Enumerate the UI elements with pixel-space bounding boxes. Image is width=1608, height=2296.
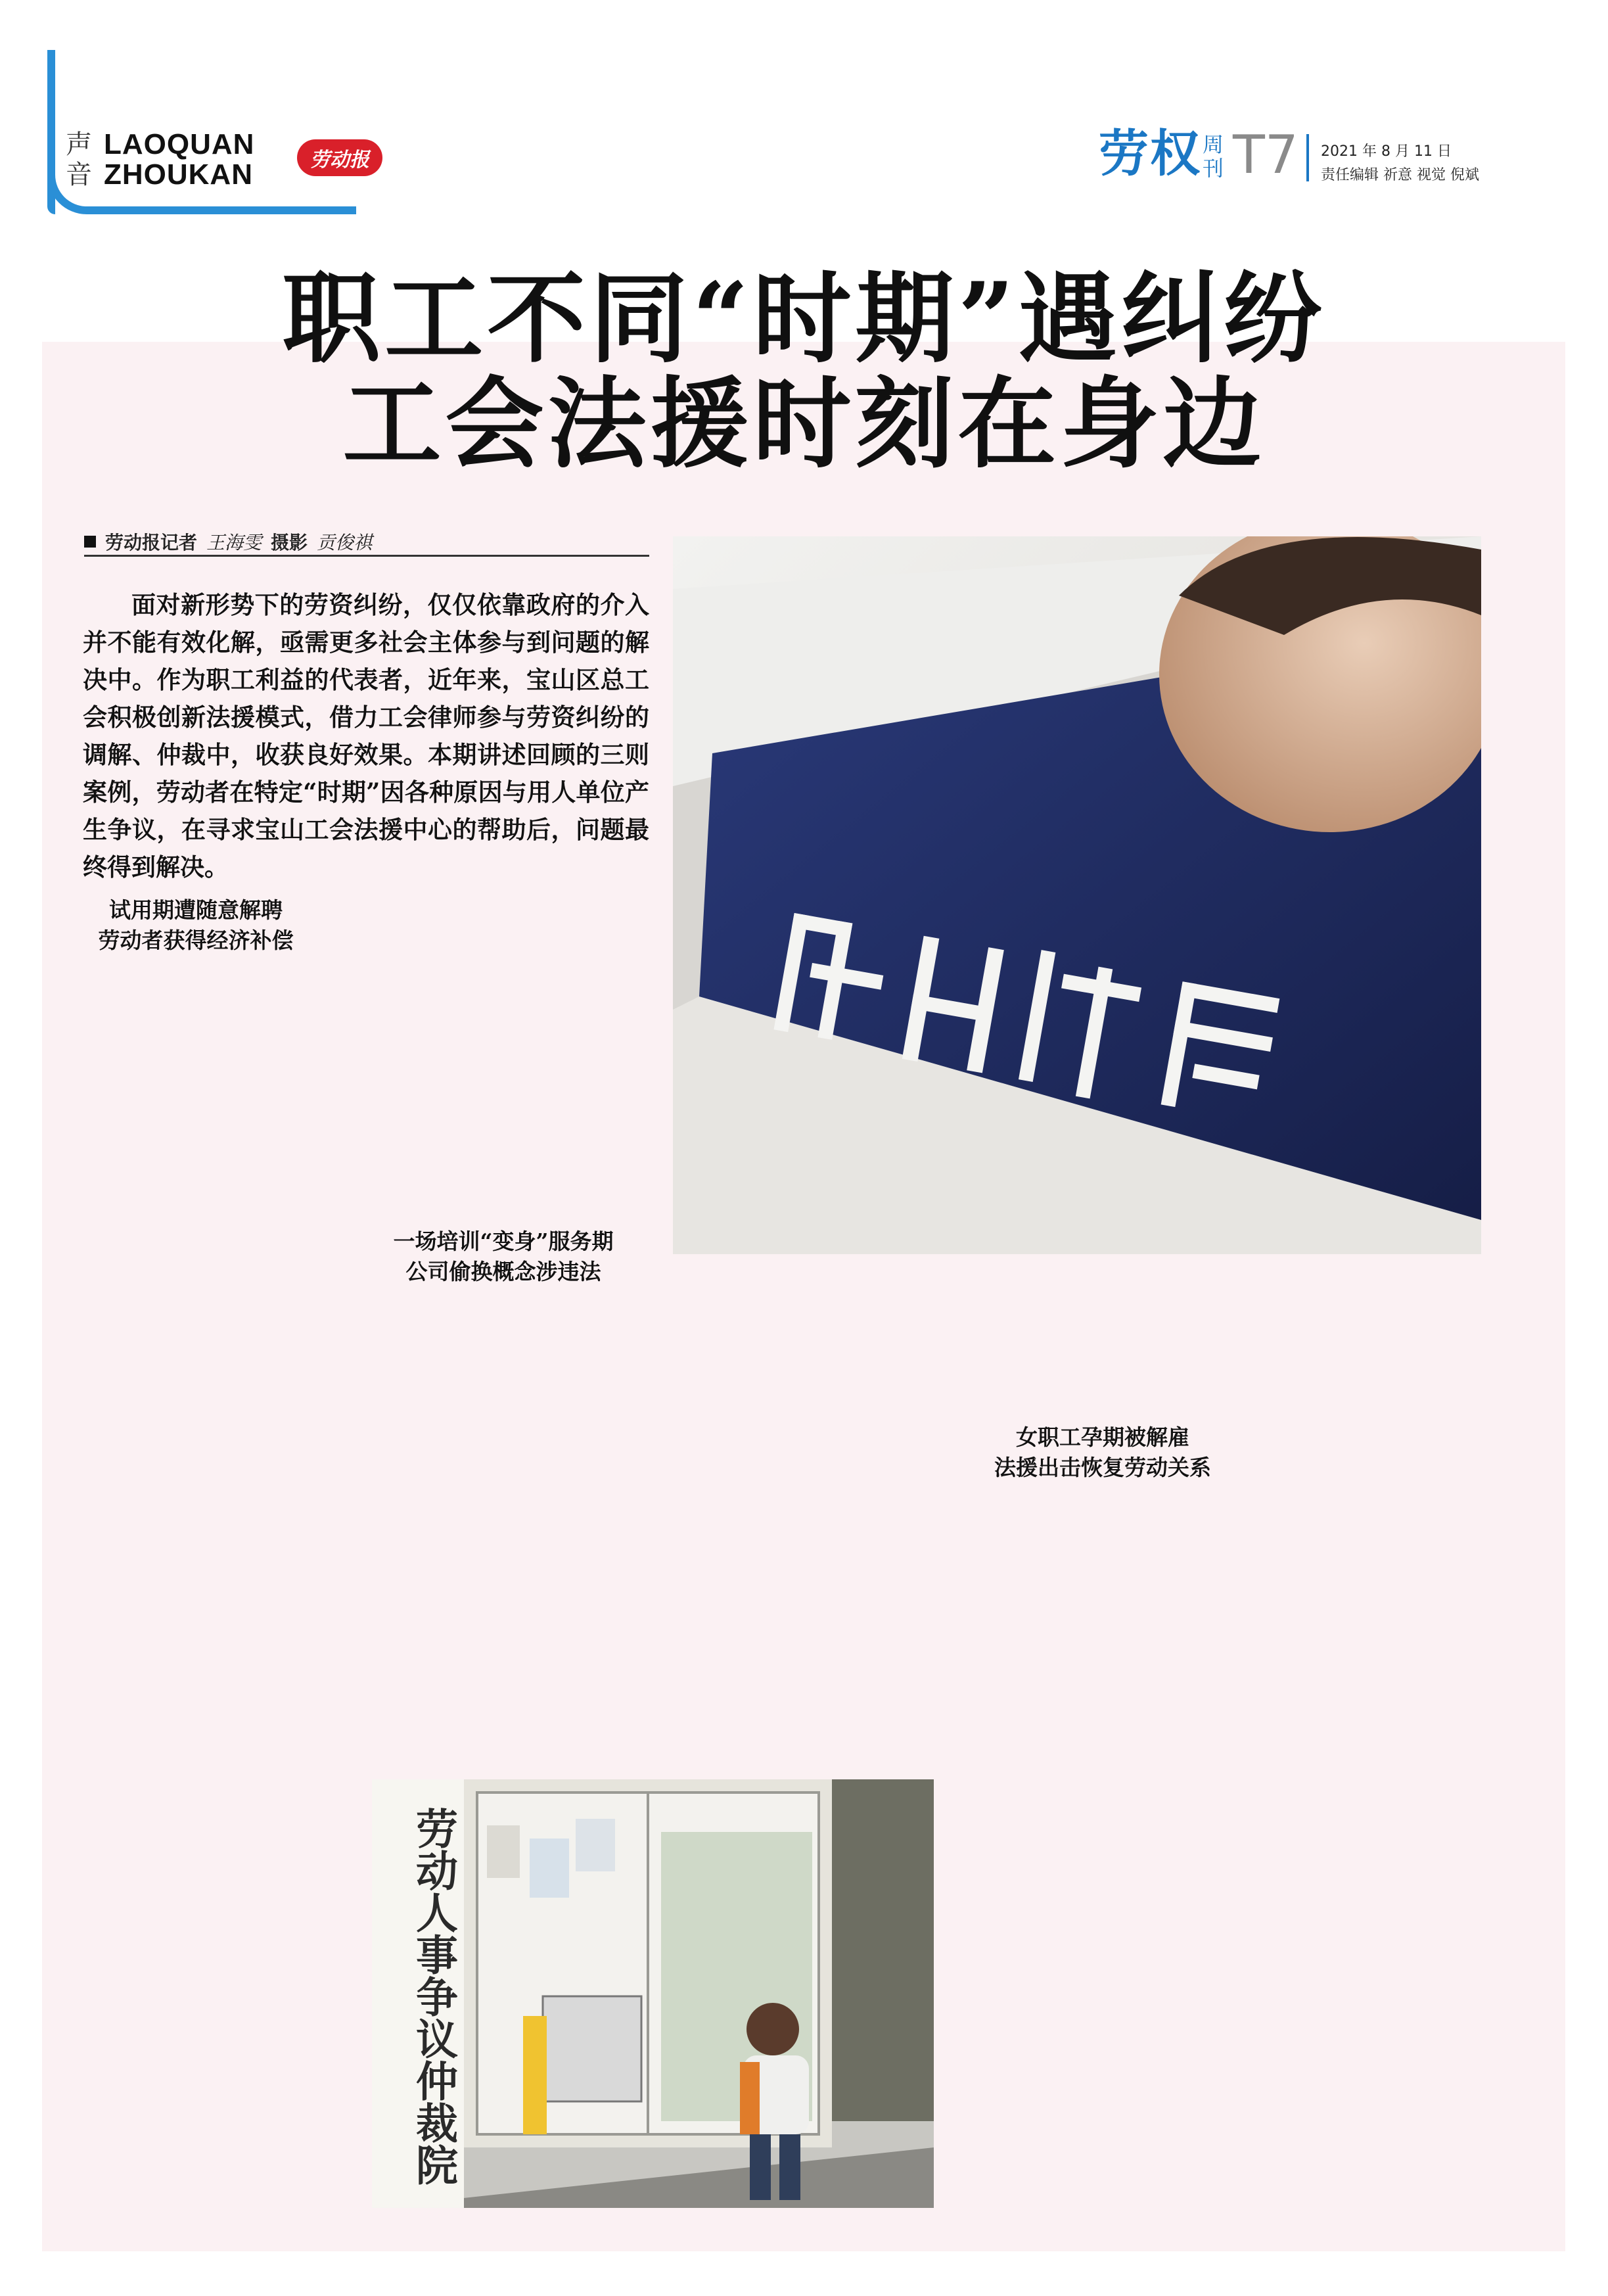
headline-line-2: 工会法援时刻在身边: [342, 366, 1266, 482]
section-3-title-line-2: 法援出击恢复劳动关系: [994, 1455, 1211, 1480]
lead-paragraph: 面对新形势下的劳资纠纷，仅仅依靠政府的介入并不能有效化解，亟需更多社会主体参与到问题的解决中。作为职工利益的代表者，近年来，宝山区总工会积极创新法援模式，借力工会律师参与劳资纠纷的调解、仲裁中，收获良好效果。本期讲述回顾的三则案例，劳动者在特定“时期”因各种原因与用人单位产生争议，在寻求宝山工会法援中心的帮助后，问题最终得到解决。: [83, 590, 649, 881]
body-column-1: [84, 968, 342, 2177]
section-2-title-line-2: 公司偷换概念涉违法: [405, 1259, 601, 1284]
editor-credits: 责任编辑 祈意 视觉 倪斌: [1321, 167, 1479, 183]
body-column-4-top: [973, 1296, 1230, 1415]
body-column-2-top: [379, 889, 636, 1211]
headline-line-1: 职工不同“时期”遇纠纷: [282, 261, 1326, 377]
body-column-3: [674, 1296, 932, 1769]
sign-photo: [673, 536, 1481, 1254]
reporter-name: 王海雯: [206, 532, 262, 553]
brand-cn-top: 声: [66, 129, 92, 160]
section-title-sub-bottom: 刊: [1203, 156, 1224, 181]
brand-line-1: LAOQUAN: [104, 128, 255, 160]
section-1-title-line-2: 劳动者获得经济补偿: [98, 927, 294, 953]
photo-label: 摄影: [271, 532, 308, 553]
body-column-5-bottom: [1268, 2230, 1526, 2249]
vertical-sign-text: 劳动人事争议仲裁院: [409, 1807, 458, 2186]
byline: [84, 528, 649, 557]
section-2-title: [372, 1227, 635, 1287]
section-2-title-line-1: 一场培训“变身”服务期: [393, 1229, 614, 1254]
issue-date: 2021 年 8 月 11 日: [1321, 143, 1452, 160]
byline-square-icon: [84, 536, 96, 548]
section-title: 劳权: [1099, 124, 1201, 183]
arbitration-court-photo: [372, 1779, 934, 2208]
brand-line-2: ZHOUKAN: [104, 158, 253, 191]
sign-photo-illustration: [673, 536, 1481, 1254]
brand-cn-bottom: 音: [66, 160, 92, 190]
section-1-title-line-1: 试用期遭随意解聘: [109, 897, 283, 923]
reporter-label: 劳动报记者: [105, 532, 198, 553]
section-3-title-line-1: 女职工孕期被解雇: [1016, 1424, 1189, 1450]
section-1-title: [84, 895, 308, 956]
masthead-divider: [1306, 134, 1309, 181]
section-title-sub-top: 周: [1203, 132, 1224, 157]
body-column-5: [1268, 1296, 1526, 2216]
body-column-4-bottom: [973, 1493, 1230, 2216]
body-column-2-bottom: [379, 1296, 636, 1769]
page-number: T7: [1233, 124, 1298, 185]
newspaper-logo: 劳动报: [297, 139, 382, 176]
section-3-title: [971, 1422, 1234, 1483]
photographer-name: 贡俊祺: [317, 532, 373, 553]
